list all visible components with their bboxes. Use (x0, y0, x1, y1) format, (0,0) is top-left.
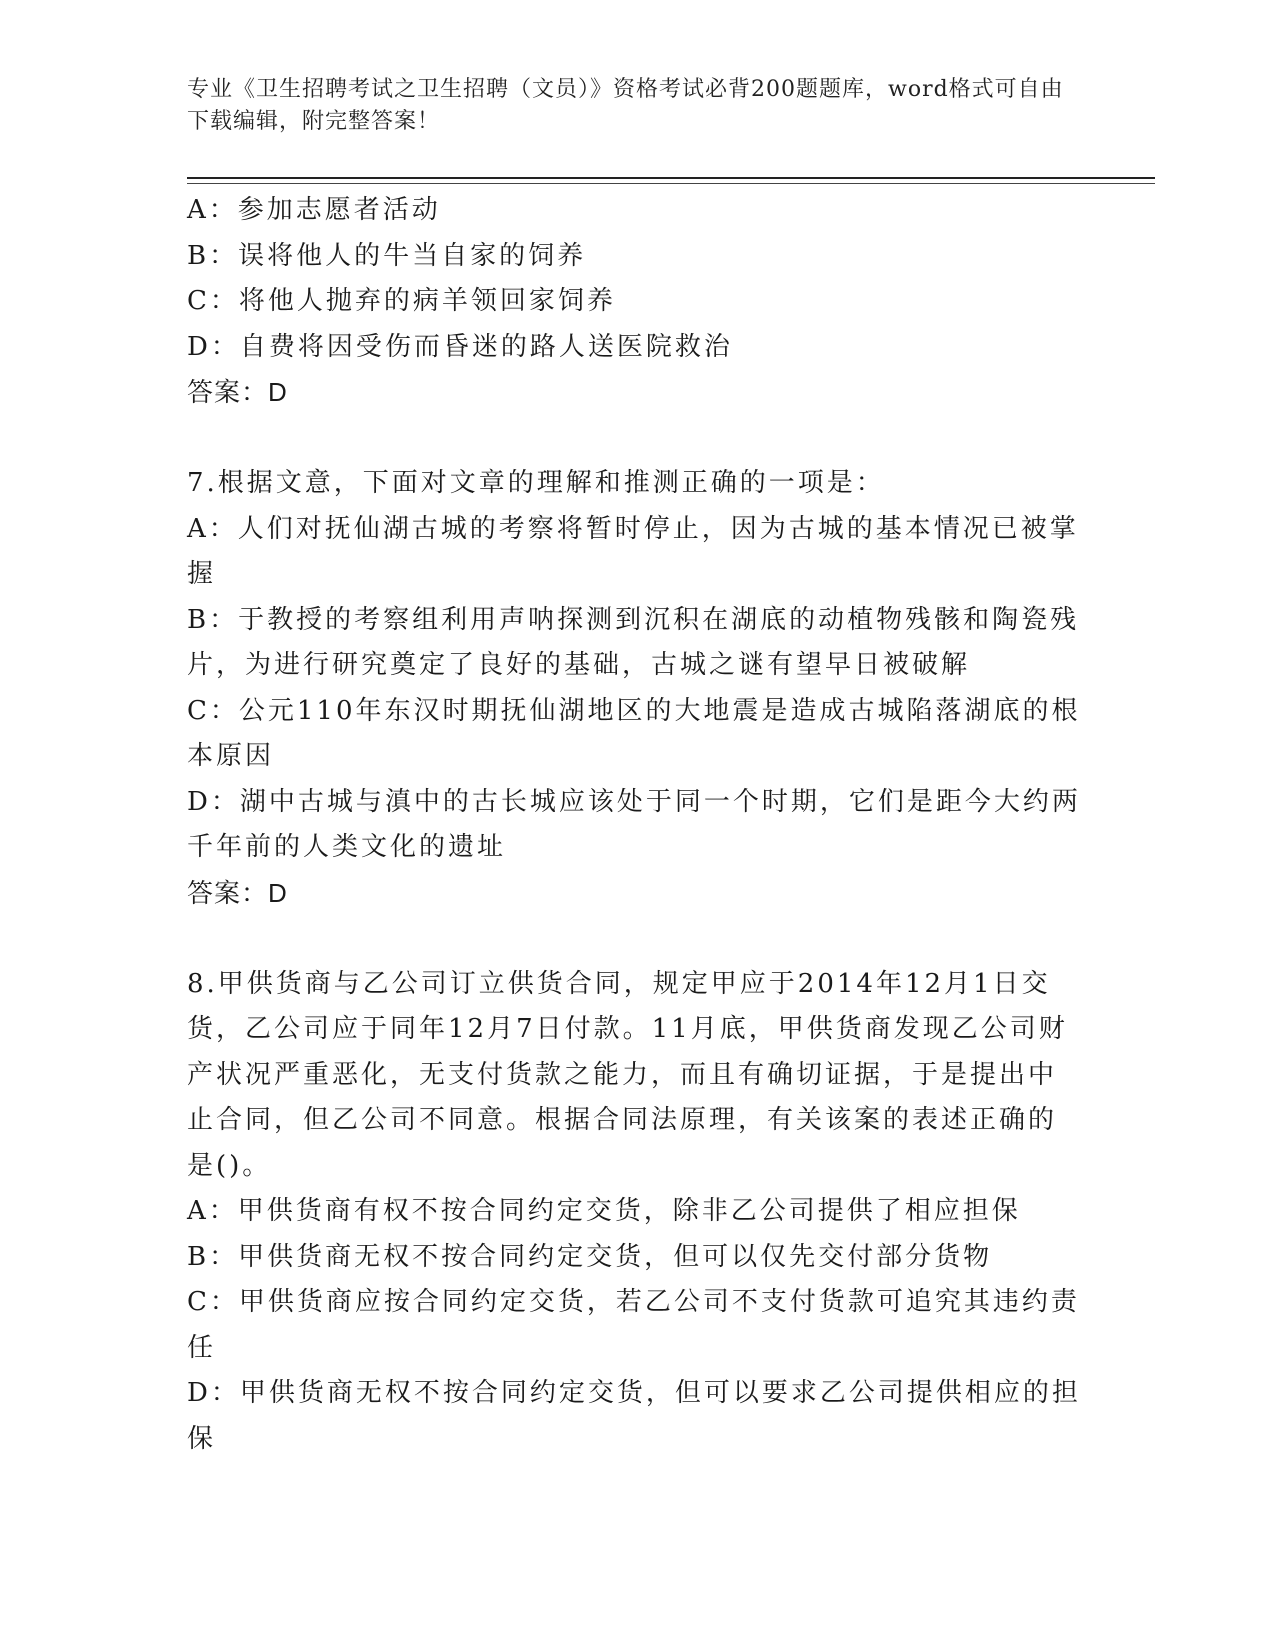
spacer (187, 416, 1082, 462)
q8-option-b: B：甲供货商无权不按合同约定交货，但可以仅先交付部分货物 (187, 1241, 993, 1272)
header-divider-thick (187, 177, 1155, 179)
q7-option-b: B：于教授的考察组利用声呐探测到沉积在湖底的动植物残骸和陶瓷残片，为进行研究奠定了良好的基础，古城之谜有望早日被破解 (187, 604, 1080, 680)
question-8-block (187, 962, 1082, 1463)
q8-question: 8.甲供货商与乙公司订立供货合同，规定甲应于2014年12月1日交货，乙公司应于同年12月7日付款。11月底，甲供货商发现乙公司财产状况严重恶化，无支付货款之能力，而且有确切证据，于是提出中止合同，但乙公司不同意。根据合同法原理，有关该案的表述正确的是()。 (187, 968, 1068, 1181)
q7-answer: 答案：D (187, 877, 288, 908)
question-content (187, 188, 1082, 1462)
q6-option-d: D：自费将因受伤而昏迷的路人送医院救治 (187, 331, 733, 362)
q7-question: 7.根据文意，下面对文章的理解和推测正确的一项是： (187, 468, 885, 498)
q8-option-c: C：甲供货商应按合同约定交货，若乙公司不支付货款可追究其违约责任 (187, 1287, 1080, 1363)
q7-option-d: D：湖中古城与滇中的古长城应该处于同一个时期，它们是距今大约两千年前的人类文化的遗址 (187, 786, 1081, 862)
q6-option-a: A：参加志愿者活动 (187, 195, 441, 225)
q7-option-a: A：人们对抚仙湖古城的考察将暂时停止，因为古城的基本情况已被掌握 (187, 513, 1079, 589)
q7-option-c: C：公元110年东汉时期抚仙湖地区的大地震是造成古城陷落湖底的根本原因 (187, 695, 1081, 771)
q6-option-c: C：将他人抛弃的病羊领回家饲养 (187, 286, 616, 316)
q8-option-d: D：甲供货商无权不按合同约定交货，但可以要求乙公司提供相应的担保 (187, 1378, 1081, 1454)
q8-option-a: A：甲供货商有权不按合同约定交货，除非乙公司提供了相应担保 (187, 1196, 1021, 1226)
question-7-block (187, 461, 1082, 916)
header-divider-thin (187, 183, 1155, 184)
q6-option-b: B：误将他人的牛当自家的饲养 (187, 240, 587, 271)
question-6-block (187, 188, 1082, 416)
spacer (187, 916, 1082, 962)
q6-answer: 答案：D (187, 377, 288, 407)
document-header: 专业《卫生招聘考试之卫生招聘（文员）》资格考试必背200题题库，word格式可自由下载编辑，附完整答案！ (187, 77, 1064, 134)
